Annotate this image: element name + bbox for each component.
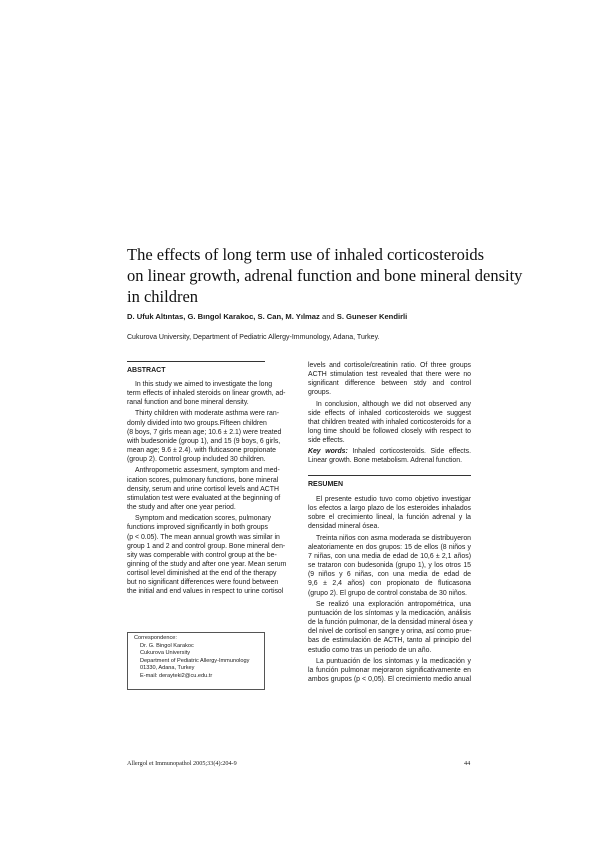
keywords-line: Inhaled corticosteroids. Side effects.	[347, 448, 471, 455]
text-line: levels and cortisole/creatinin ratio. Of three groups	[308, 362, 471, 369]
correspondence-line: Department of Pediatric Allergy-Immunology	[140, 657, 250, 664]
abstract-rule	[127, 361, 265, 362]
text-line: domly divided into two groups.Fifteen children	[127, 419, 267, 427]
text-line: del nivel de cortisol en sangre y orina, así como prue-	[308, 628, 472, 636]
title-line: The effects of long term use of inhaled corticosteroids	[127, 245, 485, 264]
text-line: with budesonide (group 1), and 15 (9 boys, 6 girls,	[127, 437, 281, 445]
text-line: but no significant differences were found between	[127, 579, 279, 587]
text-line: Se realizó una exploración antropométrica, una	[316, 600, 471, 608]
authors-last: S. Guneser Kendirli	[336, 312, 408, 321]
text-line: In conclusion, although we did not observed any	[316, 400, 471, 408]
text-line: estudio como tras un periodo de un año.	[308, 646, 432, 654]
text-line: Anthropometric assesment, symptom and med-	[135, 467, 280, 475]
text-line: la función pulmonar mejoraron significativamente en	[308, 666, 471, 674]
correspondence-label: Correspondence:	[134, 635, 177, 641]
text-line: ication scores, pulmonary functions, bone mineral	[127, 476, 279, 484]
keywords-line: Linear growth. Bone metabolism. Adrenal function.	[308, 457, 462, 465]
text-line: Treinta niños con asma moderada se distribuyeron	[316, 534, 471, 542]
correspondence-email: E-mail: derayteki2@cu.edu.tr	[140, 672, 213, 679]
text-line: los efectos a largo plazo de los esteroides inhalados	[308, 505, 471, 513]
text-line: term effects of inhaled steroids on linear growth, ad-	[127, 390, 286, 398]
resumen-body	[308, 495, 471, 684]
abstract-continued	[308, 361, 471, 445]
correspondence-line: Dr. G. Bingol Karakoc	[140, 642, 194, 649]
author-list	[127, 312, 507, 321]
text-line: density, serum and urine cortisol levels and ACTH	[127, 485, 279, 493]
text-line: ambos grupos (p < 0,05). El crecimiento medio anual	[308, 675, 471, 683]
text-line: densidad mineral ósea.	[308, 523, 380, 531]
text-line: stimulation test were evaluated at the beginning of	[127, 494, 281, 502]
text-line: La puntuación de los síntomas y la medicación y	[316, 657, 471, 665]
text-line: (9 niños y 6 niñas, con una media de edad de	[308, 571, 471, 579]
text-line: (8 boys, 7 girls mean age; 10.6 ± 2.1) were treated	[127, 428, 282, 436]
text-line: 9,6 ± 2,4 años) con propionato de fluticasona	[308, 580, 471, 588]
text-line: aleatoriamente en dos grupos: 15 de ellos (8 niños y	[308, 543, 471, 551]
text-line: sobre el crecimiento lineal, la función adrenal y la	[308, 514, 471, 522]
text-line: se trataron con budesonida (grupo 1), y los otros 15	[308, 562, 471, 570]
correspondence-line: 01330, Adana, Turkey	[140, 665, 195, 672]
keywords-label: Key words:	[308, 448, 348, 455]
text-line: cortisol level diminished at the end of the therapy	[127, 570, 277, 578]
text-line: side effects.	[308, 437, 345, 445]
resumen-heading: RESUMEN	[308, 481, 344, 488]
text-line: the initial and end values in respect to urine cortisol	[127, 588, 284, 596]
title-line: on linear growth, adrenal function and bone mineral density	[127, 266, 523, 285]
text-line: long time should be followed closely with respect to	[308, 428, 471, 436]
title-line: in children	[127, 287, 199, 306]
page-number: 44	[464, 760, 471, 767]
keywords	[308, 447, 471, 465]
abstract-heading: ABSTRACT	[127, 367, 166, 374]
text-line: El presente estudio tuvo como objetivo investigar	[316, 496, 471, 503]
text-line: side effects of inhaled corticosteroids we suggest	[308, 409, 471, 417]
text-line: (p < 0.05). The mean annual growth was similar in	[127, 533, 280, 541]
resumen-rule	[308, 475, 471, 476]
text-line: functions improved significantly in both groups	[127, 524, 268, 532]
correspondence-line: Cukurova University	[140, 650, 191, 657]
text-line: 7 niñas, con una media de edad de 10,6 ± 2,1 años)	[308, 552, 471, 560]
footer-citation: Allergol et Immunopathol 2005;33(4):204-9	[127, 760, 237, 767]
text-line: bas de estimulación de ACTH, tanto al principio del	[308, 637, 471, 645]
text-line: de la función pulmonar, de la densidad mineral ósea y	[308, 619, 473, 627]
text-line: ranal function and bone mineral density.	[127, 399, 249, 407]
authors-and: and	[321, 312, 335, 321]
correspondence-box	[127, 632, 265, 690]
text-line: Thirty children with moderate asthma were ran-	[135, 410, 279, 418]
abstract-body	[127, 380, 287, 597]
text-line: the study and after one year period.	[127, 504, 236, 512]
text-line: groups.	[308, 389, 331, 397]
article-title	[127, 244, 523, 307]
text-line: (grupo 2). El grupo de control constaba de 30 niños.	[308, 589, 467, 597]
text-line: ACTH stimulation test revealed that there were no	[308, 371, 471, 379]
text-line: In this study we aimed to investigate the long	[135, 381, 273, 388]
text-line: (group 2). Control group included 30 children.	[127, 456, 266, 464]
text-line: that children treated with inhaled corticosteroids for a	[308, 418, 471, 426]
text-line: group 1 and 2 and control group. Bone mineral den-	[127, 542, 286, 550]
text-line: Symptom and medication scores, pulmonary	[135, 515, 271, 523]
text-line: sity was comperable with control group at the be-	[127, 551, 277, 559]
text-line: ginning of the study and after one year. Mean serum	[127, 560, 287, 568]
authors-main: D. Ufuk Altıntas, G. Bıngol Karakoc, S. Can, M. Yılmaz	[127, 312, 320, 321]
text-line: mean age; 9.6 ± 2.4). with fluticasone propionate	[127, 447, 276, 455]
text-line: significant difference between stdy and control	[308, 380, 471, 388]
text-line: puntuación de los síntomas y la medicación, análisis	[308, 609, 471, 617]
affiliation: Cukurova University, Department of Pediatric Allergy-Immunology, Adana, Turkey.	[127, 334, 380, 341]
